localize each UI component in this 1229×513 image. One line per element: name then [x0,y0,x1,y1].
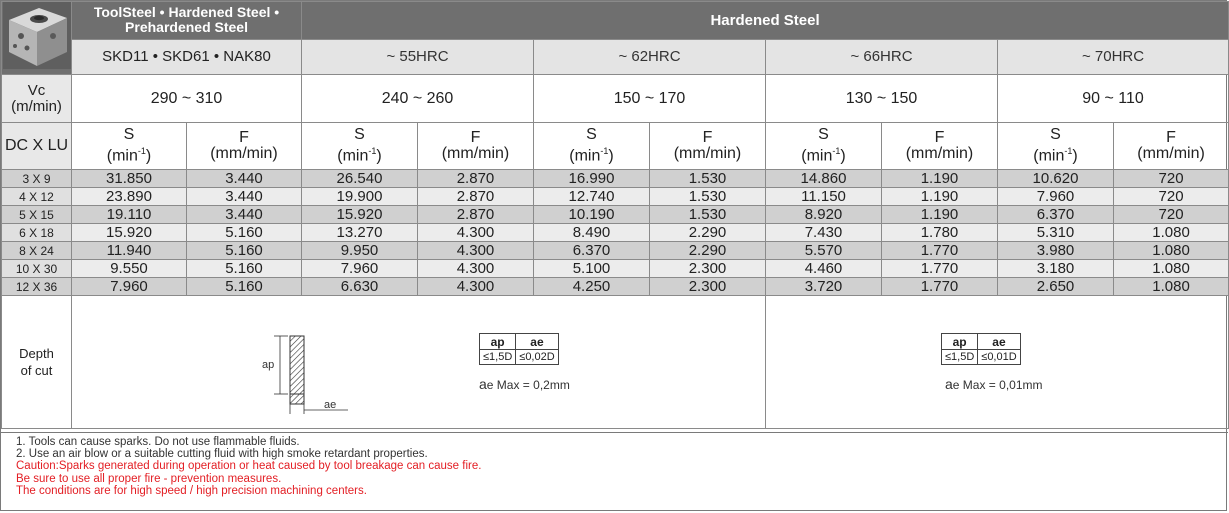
table-row [2,170,1229,188]
notes-section [1,432,1228,512]
ae-header: ae [516,334,558,350]
ap-value: ≤1,5D [942,350,978,365]
hrc-70: ~ 70HRC [998,39,1229,74]
ae-max-text: e Max = 0,01mm [952,378,1043,392]
s-unit [72,143,186,164]
f-letter: F [1166,129,1176,146]
s-unit-close: ) [608,147,614,165]
s-unit-text: (min [569,147,601,165]
table-cell: 3.720 [766,278,882,296]
s-unit-sup: -1 [1064,146,1073,157]
table-cell: 1.530 [650,206,766,224]
table-cell: 19.110 [72,206,187,224]
caution-3: The conditions are for high speed / high precision machining centers. [16,484,367,497]
depth-of-cut-left [72,296,766,429]
table-row [2,242,1229,260]
table-cell: 2.290 [650,224,766,242]
table-cell: 4.300 [418,260,534,278]
table-cell: 4.300 [418,224,534,242]
table-cell: 5.160 [187,278,302,296]
hrc-55: ~ 55HRC [302,39,534,74]
f-unit: (mm/min) [210,145,278,162]
cutting-conditions-table [1,1,1229,429]
s-header [998,123,1114,170]
vc-value: 290 ~ 310 [72,75,302,123]
table-row [2,224,1229,242]
vc-label-line1: Vc [27,81,46,99]
table-cell: 2.300 [650,278,766,296]
table-cell: 5.160 [187,242,302,260]
depth-limits-right [941,333,1021,365]
caution-2: Be sure to use all proper fire - prevention measures. [16,472,282,485]
table-cell: 7.960 [302,260,418,278]
table-cell: 10.190 [534,206,650,224]
table-cell: 3.440 [187,206,302,224]
f-header [418,123,534,170]
table-cell: 15.920 [302,206,418,224]
table-cell: 1.190 [882,188,998,206]
ae-max-prefix: a [945,376,953,392]
table-cell: 2.870 [418,188,534,206]
ae-max-text: e Max = 0,2mm [486,378,570,392]
table-cell: 10.620 [998,170,1114,188]
table-cell: 4.300 [418,278,534,296]
note-2: 2. Use an air blow or a suitable cutting fluid with high smoke retardant properties. [16,448,428,461]
ae-max-prefix: a [479,376,487,392]
s-unit-text: (min [337,147,369,165]
s-unit-close: ) [145,147,152,165]
table-cell: 720 [1114,188,1229,206]
table-cell: 7.960 [998,188,1114,206]
table-cell: 31.850 [72,170,187,188]
f-unit: (mm/min) [673,145,742,162]
ap-header: ap [480,334,516,350]
dc-x-lu-value: 10 X 30 [2,260,72,278]
f-letter: F [702,129,713,146]
steel-block-icon [3,2,71,69]
table-cell: 26.540 [302,170,418,188]
vc-value: 130 ~ 150 [766,75,998,123]
note-1: 1. Tools can cause sparks. Do not use flammable fluids. [16,436,300,448]
table-cell: 6.630 [302,278,418,296]
depth-of-cut-label [2,296,72,429]
table-cell: 13.270 [302,224,418,242]
table-row [2,260,1229,278]
s-unit-close: ) [1072,147,1078,165]
table-cell: 3.440 [187,170,302,188]
s-unit-sup: -1 [600,146,609,157]
depth-of-cut-diagram [252,328,362,418]
f-header [882,123,998,170]
table-cell: 1.080 [1114,224,1229,242]
f-header [1114,123,1229,170]
table-cell: 4.300 [418,242,534,260]
table-cell: 9.550 [72,260,187,278]
table-row [2,206,1229,224]
s-unit [534,143,649,164]
s-unit-text: (min [1033,147,1065,165]
depth-of-cut-right [766,296,1229,429]
table-cell: 7.430 [766,224,882,242]
table-cell: 11.150 [766,188,882,206]
s-unit-close: ) [376,147,382,165]
s-unit [998,143,1113,164]
table-cell: 2.290 [650,242,766,260]
depth-label-line2: of cut [20,363,53,378]
f-unit: (mm/min) [441,145,510,162]
ae-header: ae [978,334,1020,350]
table-cell: 23.890 [72,188,187,206]
s-unit-text: (min [801,147,833,165]
s-letter: S [1050,126,1061,144]
vc-value: 90 ~ 110 [998,75,1229,123]
dc-x-lu-value: 12 X 36 [2,278,72,296]
s-letter: S [123,126,135,144]
table-row [2,278,1229,296]
vc-value: 240 ~ 260 [302,75,534,123]
ae-max-left [479,376,570,392]
table-cell: 1.080 [1114,242,1229,260]
f-letter: F [934,129,945,146]
material-grades: SKD11 • SKD61 • NAK80 [72,39,302,74]
table-cell: 14.860 [766,170,882,188]
table-cell: 3.980 [998,242,1114,260]
table-cell: 8.490 [534,224,650,242]
table-cell: 4.250 [534,278,650,296]
table-cell: 5.160 [187,260,302,278]
diagram-ae-label: ae [324,399,337,411]
table-cell: 15.920 [72,224,187,242]
table-cell: 1.530 [650,170,766,188]
s-unit-sup: -1 [832,146,841,157]
s-letter: S [354,126,365,144]
table-cell: 4.460 [766,260,882,278]
f-letter: F [239,129,249,146]
table-cell: 6.370 [534,242,650,260]
ae-value: ≤0,01D [978,350,1020,365]
table-cell: 5.100 [534,260,650,278]
table-cell: 3.180 [998,260,1114,278]
dc-x-lu-value: 8 X 24 [2,242,72,260]
s-letter: S [586,126,597,144]
table-cell: 5.310 [998,224,1114,242]
table-cell: 1.780 [882,224,998,242]
s-letter: S [818,126,829,144]
table-cell: 16.990 [534,170,650,188]
material-title-line2: Prehardened Steel [125,19,248,36]
ae-max-right [945,376,1043,392]
table-cell: 1.190 [882,206,998,224]
diagram-ap-label: ap [262,359,275,371]
table-cell: 720 [1114,170,1229,188]
hrc-66: ~ 66HRC [766,39,998,74]
vc-label [2,75,72,123]
s-unit-text: (min [106,147,138,165]
table-cell: 1.770 [882,260,998,278]
table-cell: 1.080 [1114,278,1229,296]
depth-limits-left [479,333,559,365]
dc-x-lu-value: 6 X 18 [2,224,72,242]
f-header [650,123,766,170]
s-unit [766,143,881,164]
table-cell: 1.190 [882,170,998,188]
dc-x-lu-value: 5 X 15 [2,206,72,224]
dc-x-lu-label: DC X LU [2,123,72,170]
table-cell: 9.950 [302,242,418,260]
speed-feed-header-row [2,123,1229,170]
ap-value: ≤1,5D [480,350,516,365]
table-cell: 1.080 [1114,260,1229,278]
s-unit [302,143,417,164]
ae-value: ≤0,02D [516,350,558,365]
hrc-62: ~ 62HRC [534,39,766,74]
table-cell: 7.960 [72,278,187,296]
table-cell: 2.300 [650,260,766,278]
table-cell: 11.940 [72,242,187,260]
f-unit: (mm/min) [905,145,974,162]
table-row [2,188,1229,206]
vc-value: 150 ~ 170 [534,75,766,123]
hardened-steel-title: Hardened Steel [302,2,1229,40]
s-unit-close: ) [840,147,846,165]
table-cell: 6.370 [998,206,1114,224]
dc-x-lu-value: 3 X 9 [2,170,72,188]
material-title-line1: ToolSteel • Hardened Steel • [93,4,280,21]
s-unit-sup: -1 [368,146,377,157]
f-letter: F [470,129,481,146]
table-cell: 12.740 [534,188,650,206]
caution-1: Caution:Sparks generated during operation or heat caused by tool breakage can cause fire. [16,460,482,473]
s-unit-sup: -1 [137,146,146,157]
table-cell: 1.770 [882,242,998,260]
ap-header: ap [942,334,978,350]
depth-label-line1: Depth [19,346,54,361]
table-cell: 2.870 [418,206,534,224]
table-cell: 5.160 [187,224,302,242]
table-cell: 8.920 [766,206,882,224]
table-cell: 19.900 [302,188,418,206]
table-cell: 5.570 [766,242,882,260]
dc-x-lu-value: 4 X 12 [2,188,72,206]
table-cell: 1.770 [882,278,998,296]
table-cell: 720 [1114,206,1229,224]
s-header [72,123,187,170]
tool-logo-image [2,2,72,75]
table-cell: 2.870 [418,170,534,188]
table-cell: 2.650 [998,278,1114,296]
table-cell: 1.530 [650,188,766,206]
material-group-title [72,2,302,40]
s-header [766,123,882,170]
table-cell: 3.440 [187,188,302,206]
f-header [187,123,302,170]
s-header [302,123,418,170]
vc-label-line2: (m/min) [11,97,62,115]
f-unit: (mm/min) [1137,145,1205,162]
s-header [534,123,650,170]
